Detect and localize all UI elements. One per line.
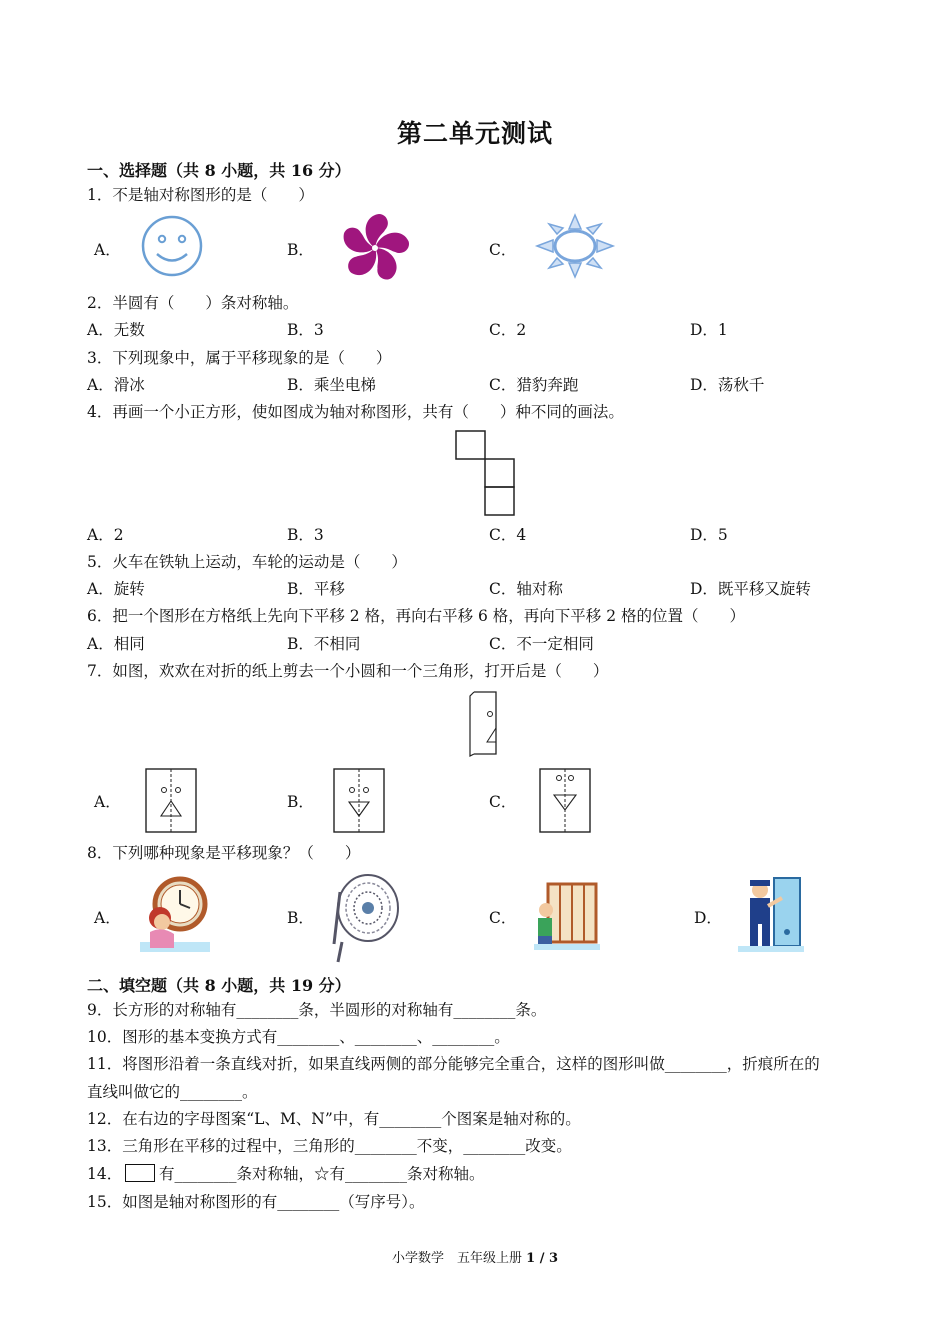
q8-stem: 8．下列哪种现象是平移现象？（ ） xyxy=(87,844,361,862)
q4-option-b: B．3 xyxy=(287,526,324,544)
q4-stem: 4．再画一个小正方形，使如图成为轴对称图形，共有（ ）种不同的画法。 xyxy=(87,403,624,421)
folded-paper-figure xyxy=(470,690,500,758)
q9-text: 9．长方形的对称轴有________条，半圆形的对称轴有________条。 xyxy=(87,1001,547,1019)
q5-option-c: C．轴对称 xyxy=(489,580,563,598)
q11-text-line1: 11．将图形沿着一条直线对折，如果直线两侧的部分能够完全重合，这样的图形叫做________，折痕所在的 xyxy=(87,1055,820,1073)
q2-stem: 2．半圆有（ ）条对称轴。 xyxy=(87,294,299,312)
q2-option-a: A．无数 xyxy=(87,321,145,339)
unfolded-paper-b xyxy=(333,768,385,834)
q5-option-d: D．既平移又旋转 xyxy=(690,580,811,598)
q1-option-b: B． xyxy=(287,241,314,259)
bauhinia-flower-figure xyxy=(338,212,412,284)
q3-option-a: A．滑冰 xyxy=(87,376,145,394)
section-heading-choice: 一、选择题（共 8 小题，共 16 分） xyxy=(87,161,351,180)
page-footer xyxy=(0,1247,950,1266)
unfolded-paper-c xyxy=(539,768,591,834)
q14-number: 14． xyxy=(87,1165,123,1183)
sun-figure xyxy=(535,214,615,278)
unfolded-paper-a xyxy=(145,768,197,834)
q2-option-b: B．3 xyxy=(287,321,324,339)
q7-option-a: A． xyxy=(94,793,121,811)
q12-text: 12．在右边的字母图案“L、M、N”中，有________个图案是轴对称的。 xyxy=(87,1110,581,1128)
q4-option-c: C．4 xyxy=(489,526,527,544)
q7-stem: 7．如图，欢欢在对折的纸上剪去一个小圆和一个三角形，打开后是（ ） xyxy=(87,662,609,680)
q11-text-line2: 直线叫做它的________。 xyxy=(87,1083,258,1101)
q1-stem: 1．不是轴对称图形的是（ ） xyxy=(87,186,314,204)
q4-option-d: D．5 xyxy=(690,526,728,544)
q1-option-c: C． xyxy=(489,241,517,259)
section-heading-fill: 二、填空题（共 8 小题，共 19 分） xyxy=(87,976,351,995)
q6-stem: 6．把一个图形在方格纸上先向下平移 2 格，再向右平移 6 格，再向下平移 2 格的位置（ ） xyxy=(87,607,746,625)
q3-option-d: D．荡秋千 xyxy=(690,376,765,394)
q8-option-b: B． xyxy=(287,909,314,927)
q2-option-d: D．1 xyxy=(690,321,728,339)
q8-option-d: D． xyxy=(694,909,722,927)
q7-option-c: C． xyxy=(489,793,517,811)
q6-option-a: A．相同 xyxy=(87,635,145,653)
page-title: 第二单元测试 xyxy=(396,119,553,148)
three-squares-figure xyxy=(455,430,517,518)
q8-option-a: A． xyxy=(94,909,121,927)
q15-text: 15．如图是轴对称图形的有________（写序号）。 xyxy=(87,1193,425,1211)
q8-option-c: C． xyxy=(489,909,517,927)
rectangle-icon xyxy=(125,1164,155,1182)
q14-text: 有________条对称轴，☆有________条对称轴。 xyxy=(159,1165,485,1183)
q1-option-a: A． xyxy=(94,241,121,259)
q5-stem: 5．火车在铁轨上运动，车轮的运动是（ ） xyxy=(87,553,407,571)
q3-option-c: C．猎豹奔跑 xyxy=(489,376,579,394)
q7-option-b: B． xyxy=(287,793,314,811)
q6-option-b: B．不相同 xyxy=(287,635,361,653)
elevator-picture xyxy=(738,876,804,954)
q4-option-a: A．2 xyxy=(87,526,124,544)
fan-picture xyxy=(330,872,400,964)
window-pushing-picture xyxy=(534,880,600,950)
q10-text: 10．图形的基本变换方式有________、________、________。 xyxy=(87,1028,510,1046)
q6-option-c: C．不一定相同 xyxy=(489,635,594,653)
smiley-face-figure xyxy=(140,215,204,277)
q5-option-b: B．平移 xyxy=(287,580,345,598)
q3-option-b: B．乘坐电梯 xyxy=(287,376,376,394)
clock-winding-picture xyxy=(140,878,210,952)
q2-option-c: C．2 xyxy=(489,321,527,339)
page-number: 1 / 3 xyxy=(526,1251,559,1266)
q3-stem: 3．下列现象中，属于平移现象的是（ ） xyxy=(87,349,392,367)
q5-option-a: A．旋转 xyxy=(87,580,145,598)
footer-subject: 小学数学 五年级上册 xyxy=(391,1251,522,1266)
q13-text: 13．三角形在平移的过程中，三角形的________不变，________改变。 xyxy=(87,1137,572,1155)
